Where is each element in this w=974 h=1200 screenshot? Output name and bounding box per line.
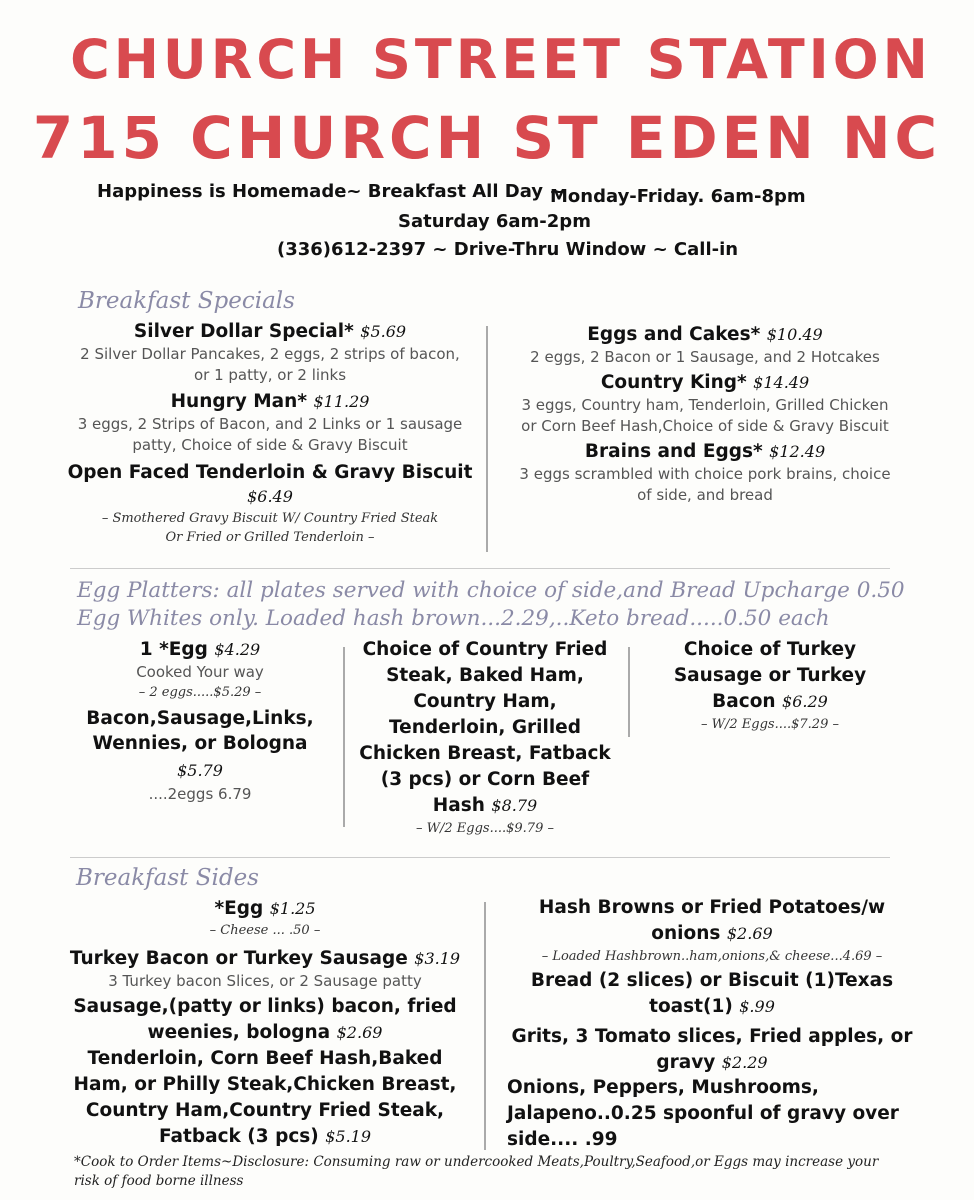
- egg-platters-column-2: [350, 637, 620, 838]
- column-divider: [343, 647, 345, 827]
- item-name: Ham, or Philly Steak,Chicken Breast,: [73, 1074, 457, 1095]
- item-name: Grits, 3 Tomato slices, Fried apples, or: [511, 1026, 913, 1047]
- item-note: – Cheese ... .50 –: [209, 923, 321, 938]
- section-heading-specials: Breakfast Specials: [78, 288, 295, 314]
- item-description: 3 eggs scrambled with choice pork brains, choice: [519, 465, 891, 483]
- item-price: $8.79: [491, 796, 538, 815]
- item-price: $10.49: [766, 325, 823, 344]
- menu-item: [500, 439, 910, 506]
- menu-item: [500, 370, 910, 437]
- restaurant-address: 715 CHURCH ST EDEN NC: [32, 104, 942, 172]
- menu-item: [60, 460, 480, 547]
- item-price: $3.19: [414, 949, 461, 968]
- item-name: 1 *Egg: [139, 639, 208, 660]
- item-price: $2.69: [336, 1023, 383, 1042]
- item-description: patty, Choice of side & Gravy Biscuit: [132, 436, 408, 454]
- item-name: Open Faced Tenderloin & Gravy Biscuit: [67, 462, 473, 483]
- item-description: or 1 patty, or 2 links: [193, 366, 347, 384]
- item-name: Bread (2 slices) or Biscuit (1)Texas: [530, 970, 894, 991]
- item-name: Tenderloin, Corn Beef Hash,Baked: [87, 1048, 443, 1069]
- specials-right-column: [500, 322, 910, 506]
- item-name: Wennies, or Bologna: [92, 733, 308, 754]
- food-safety-disclaimer: [74, 1153, 954, 1191]
- item-price: $14.49: [753, 373, 810, 392]
- item-name: (3 pcs) or Corn Beef: [380, 769, 590, 790]
- item-name: onions: [651, 923, 721, 944]
- tagline: Happiness is Homemade~ Breakfast All Day ~: [97, 181, 565, 202]
- item-note: – Smothered Gravy Biscuit W/ Country Fried Steak: [101, 511, 439, 526]
- item-name: Bacon,Sausage,Links,: [86, 708, 314, 729]
- item-price: $6.29: [782, 692, 828, 711]
- item-name: Jalapeno..0.25 spoonful of gravy over: [507, 1103, 899, 1124]
- section-heading-egg-platters: Egg Platters: all plates served with choice of side,and Bread Upcharge 0.50: [77, 578, 905, 603]
- sides-extras: [507, 1075, 927, 1153]
- column-divider: [628, 647, 630, 737]
- item-price: $11.29: [313, 392, 370, 411]
- item-name: Onions, Peppers, Mushrooms,: [507, 1077, 819, 1098]
- menu-item: [60, 319, 480, 386]
- item-description: 3 eggs, 2 Strips of Bacon, and 2 Links or 1 sausage: [77, 415, 463, 433]
- item-description: 2 eggs, 2 Bacon or 1 Sausage, and 2 Hotcakes: [530, 348, 880, 366]
- item-name: Brains and Eggs*: [584, 441, 763, 462]
- item-note: – W/2 Eggs....$9.79 –: [416, 821, 554, 836]
- contact-line: (336)612-2397 ~ Drive-Thru Window ~ Call-in: [277, 239, 739, 260]
- item-name: Country King*: [600, 372, 747, 393]
- item-name: gravy: [656, 1052, 716, 1073]
- item-price: $4.29: [214, 640, 261, 659]
- item-name: Eggs and Cakes*: [587, 324, 761, 345]
- item-name: Sausage,(patty or links) bacon, fried: [73, 996, 457, 1017]
- sides-right-column: [492, 895, 932, 1076]
- item-price: $5.19: [325, 1127, 372, 1146]
- item-price: $2.69: [726, 924, 773, 943]
- item-description: 3 eggs, Country ham, Tenderloin, Grilled Chicken: [521, 396, 889, 414]
- item-name: weenies, bologna: [147, 1022, 331, 1043]
- weekday-hours: Monday-Friday. 6am-8pm: [550, 186, 806, 207]
- menu-item: [60, 389, 480, 456]
- item-price: $5.79: [177, 761, 223, 780]
- item-name: Hash: [432, 795, 485, 816]
- item-price: $5.69: [360, 322, 407, 341]
- item-name: Choice of Country Fried: [362, 639, 608, 660]
- item-name: Steak, Baked Ham,: [386, 665, 584, 686]
- egg-platters-column-3: [640, 637, 900, 734]
- egg-platters-column-1: [60, 637, 340, 805]
- item-price: $6.49: [247, 487, 293, 506]
- item-price: $2.29: [721, 1053, 768, 1072]
- egg-platters-subheading: Egg Whites only. Loaded hash brown...2.29,..Keto bread.....0.50 each: [77, 606, 830, 631]
- sides-left-column: [55, 896, 475, 1150]
- item-name: Bacon: [712, 691, 776, 712]
- item-name: Tenderloin, Grilled: [389, 717, 581, 738]
- item-description: of side, and bread: [637, 486, 773, 504]
- menu-item: [500, 322, 910, 368]
- item-name: Country Ham,: [413, 691, 557, 712]
- item-name: Fatback (3 pcs): [158, 1126, 319, 1147]
- section-divider: [70, 857, 890, 858]
- item-price: $.99: [739, 997, 775, 1016]
- item-name: Sausage or Turkey: [673, 665, 867, 686]
- item-name: Country Ham,Country Fried Steak,: [85, 1100, 445, 1121]
- item-name: Chicken Breast, Fatback: [359, 743, 611, 764]
- column-divider: [486, 326, 488, 552]
- restaurant-name: CHURCH STREET STATION: [70, 28, 932, 91]
- disclaimer-line: risk of food borne illness: [74, 1173, 244, 1189]
- section-divider: [70, 568, 890, 569]
- saturday-hours: Saturday 6am-2pm: [398, 211, 591, 232]
- item-note: – Loaded Hashbrown..ham,onions,& cheese...4.69 –: [541, 949, 883, 964]
- item-description: Cooked Your way: [136, 663, 264, 681]
- item-description: 3 Turkey bacon Slices, or 2 Sausage patty: [108, 972, 422, 990]
- item-price: $1.25: [269, 899, 316, 918]
- item-name: side.... .99: [507, 1129, 618, 1150]
- item-description: 2 Silver Dollar Pancakes, 2 eggs, 2 strips of bacon,: [80, 345, 460, 363]
- item-price: $12.49: [769, 442, 826, 461]
- item-name: toast(1): [649, 996, 733, 1017]
- item-description: ....2eggs 6.79: [148, 785, 252, 803]
- item-name: Silver Dollar Special*: [133, 321, 354, 342]
- item-note: – W/2 Eggs....$7.29 –: [701, 717, 839, 732]
- section-heading-sides: Breakfast Sides: [76, 865, 259, 891]
- column-divider: [484, 902, 486, 1150]
- item-name: Hash Browns or Fried Potatoes/w: [538, 897, 886, 918]
- item-name: *Egg: [214, 898, 264, 919]
- disclaimer-line: *Cook to Order Items~Disclosure: Consuming raw or undercooked Meats,Poultry,Seafood,or Eggs may increase your: [74, 1154, 879, 1170]
- item-name: Hungry Man*: [170, 391, 307, 412]
- item-description: or Corn Beef Hash,Choice of side & Gravy Biscuit: [521, 417, 889, 435]
- item-note: Or Fried or Grilled Tenderloin –: [165, 530, 375, 545]
- item-name: Turkey Bacon or Turkey Sausage: [69, 948, 408, 969]
- item-note: – 2 eggs.....$5.29 –: [138, 685, 262, 700]
- item-name: Choice of Turkey: [683, 639, 857, 660]
- specials-left-column: [60, 319, 480, 547]
